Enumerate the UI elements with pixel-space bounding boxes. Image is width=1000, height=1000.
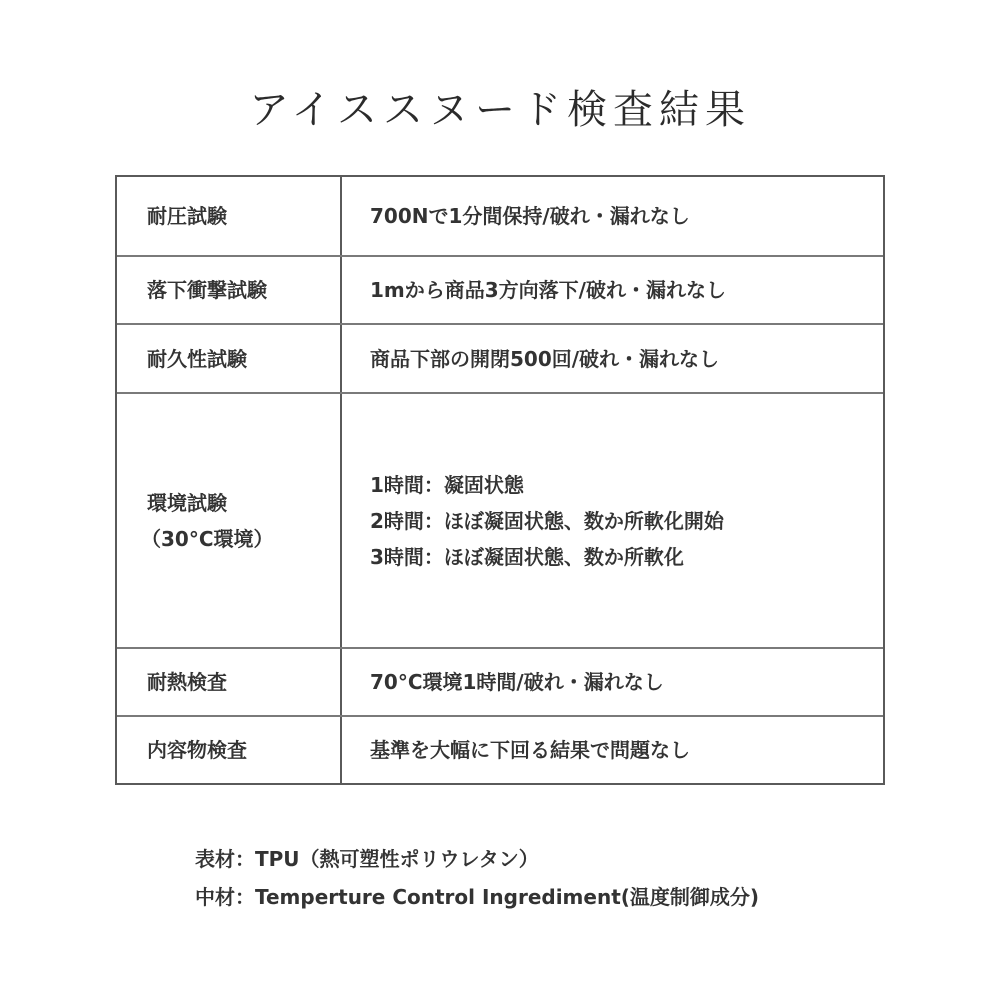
test-name: 落下衝撃試験 — [147, 278, 267, 302]
test-name-cell — [117, 394, 342, 647]
test-result: 基準を大幅に下回る結果で問題なし — [370, 738, 690, 762]
test-name-cell — [117, 649, 342, 715]
test-name: 耐久性試験 — [147, 346, 247, 371]
table-row-heat-resistance-test — [117, 649, 883, 717]
test-result-cell — [342, 717, 883, 783]
test-name: 内容物検査 — [147, 738, 247, 762]
table-row-durability-test — [117, 325, 883, 394]
outer-material-note: 表材：TPU（熱可塑性ポリウレタン） — [195, 847, 539, 871]
table-row-drop-impact-test — [117, 257, 883, 325]
test-name-cell — [117, 717, 342, 783]
test-condition: （30°C環境） — [141, 526, 274, 551]
test-name: 耐熱検査 — [147, 670, 227, 694]
test-name-cell — [117, 257, 342, 323]
inspection-results-table — [115, 175, 885, 785]
test-result: 商品下部の開閉500回/破れ・漏れなし — [370, 346, 720, 371]
test-result: 70°C環境1時間/破れ・漏れなし — [370, 670, 664, 694]
table-row-pressure-test — [117, 177, 883, 257]
test-name: 環境試験 — [147, 490, 227, 515]
test-name: 耐圧試験 — [147, 204, 227, 228]
test-result-line: 2時間：ほぼ凝固状態、数か所軟化開始 — [370, 508, 724, 533]
test-result-cell — [342, 177, 883, 255]
test-result-cell — [342, 325, 883, 392]
test-result-cell — [342, 257, 883, 323]
test-result: 700Nで1分間保持/破れ・漏れなし — [370, 204, 690, 228]
inner-material-note: 中材：Temperture Control Ingrediment(温度制御成分) — [195, 885, 760, 909]
test-name-cell — [117, 325, 342, 392]
test-result: 1mから商品3方向落下/破れ・漏れなし — [370, 278, 726, 302]
table-row-environment-test — [117, 394, 883, 649]
table-row-contents-test — [117, 717, 883, 783]
test-result-cell — [342, 649, 883, 715]
test-result-line: 3時間：ほぼ凝固状態、数か所軟化 — [370, 544, 684, 569]
page-title: アイススヌード検査結果 — [249, 87, 751, 133]
test-result-cell — [342, 394, 883, 647]
test-result-line: 1時間：凝固状態 — [370, 472, 524, 497]
test-name-cell — [117, 177, 342, 255]
material-notes — [195, 840, 759, 916]
